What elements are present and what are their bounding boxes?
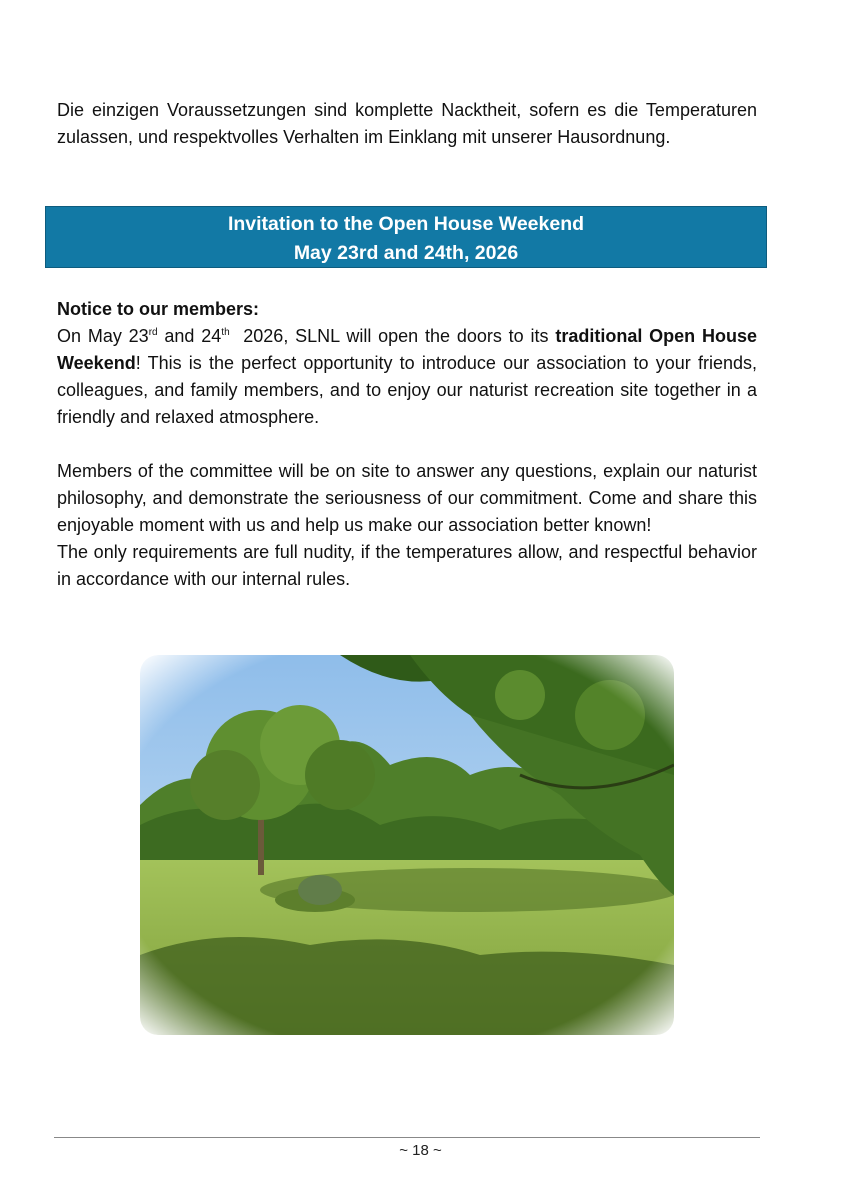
p1-text-a: On May 23 (57, 326, 149, 346)
park-photo (140, 655, 674, 1035)
p1-sup-rd: rd (148, 327, 158, 338)
banner-date: May 23rd and 24th, 2026 (293, 242, 519, 264)
p1-text-c: 2026, SLNL will open the doors to its (229, 326, 556, 346)
banner-title: Invitation to the Open House Weekend (227, 213, 585, 235)
notice-heading: Notice to our members: (57, 299, 260, 319)
event-banner (45, 206, 767, 268)
park-photo-illustration (140, 655, 674, 1035)
footer-divider (54, 1137, 760, 1138)
notice-paragraph-3: The only requirements are full nudity, if the temperatures allow, and respectful behavior in accordance with our internal rules. (57, 542, 757, 589)
page-number: ~ 18 ~ (399, 1142, 442, 1159)
notice-paragraph-2: Members of the committee will be on site to answer any questions, explain our naturist philosophy, and demonstrate the seriousness of our commitment. Come and share this enjoyable moment with us and help us make our association better known! (57, 461, 757, 535)
notice-block (57, 296, 757, 593)
p1-text-d: ! This is the perfect opportunity to introduce our association to your friends, colleagues, and family members, and to enjoy our naturist recreation site together in a friendly and relaxed atmosphere. (57, 353, 757, 427)
notice-paragraph-1 (57, 323, 757, 431)
intro-paragraph-de: Die einzigen Voraussetzungen sind komplette Nacktheit, sofern es die Temperaturen zulassen, und respektvolles Verhalten im Einklang mit unserer Hausordnung. (57, 100, 757, 147)
p1-bold-open-house: traditional Open House Weekend (57, 326, 757, 373)
p1-sup-th: th (221, 327, 230, 338)
p1-text-b: and 24 (157, 326, 222, 346)
